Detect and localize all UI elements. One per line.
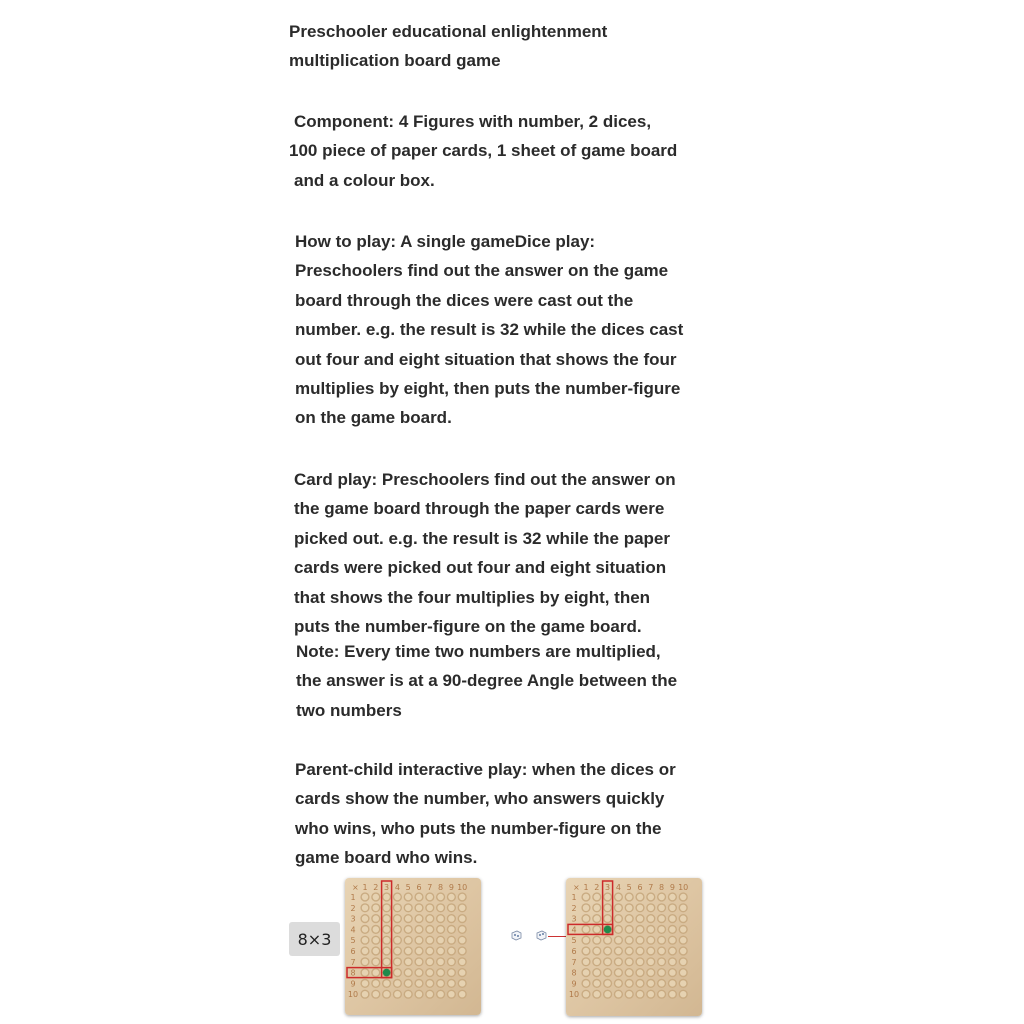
board-hole (394, 915, 402, 923)
board-hole (636, 904, 644, 912)
board-hole (372, 990, 380, 998)
game-board-grid (566, 878, 702, 1016)
board-hole (636, 980, 644, 988)
component-line: and a colour box. (294, 170, 435, 190)
board-hole (404, 969, 412, 977)
card-play-line: cards were picked out four and eight situation (294, 558, 667, 578)
board-hole (582, 990, 590, 998)
board-hole (669, 893, 677, 901)
column-number: 7 (427, 883, 433, 892)
board-hole (372, 980, 380, 988)
board-hole (658, 904, 666, 912)
board-hole (458, 980, 466, 988)
board-hole (669, 958, 677, 966)
board-hole (394, 969, 402, 977)
row-number: 5 (571, 936, 577, 946)
dice-icon (535, 929, 547, 941)
board-hole (582, 980, 590, 988)
board-hole (361, 936, 369, 944)
row-number: 4 (350, 925, 356, 935)
board-hole (383, 980, 391, 988)
row-number: 5 (350, 936, 356, 946)
board-hole (615, 990, 623, 998)
row-number: 3 (350, 914, 356, 924)
board-hole (404, 947, 412, 955)
board-hole (458, 958, 466, 966)
board-hole (372, 904, 380, 912)
board-hole (625, 904, 633, 912)
card-play-line: the game board through the paper cards were (294, 499, 665, 519)
board-hole (669, 947, 677, 955)
column-number: 9 (669, 883, 675, 892)
board-hole (415, 980, 423, 988)
board-hole (582, 915, 590, 923)
board-hole (426, 936, 434, 944)
board-hole (625, 969, 633, 977)
row-number: 7 (571, 957, 577, 967)
board-hole (426, 958, 434, 966)
column-number: 1 (362, 883, 368, 892)
board-hole (658, 915, 666, 923)
board-hole (658, 969, 666, 977)
board-hole (647, 958, 655, 966)
number-figure-marker (383, 969, 391, 977)
board-hole (658, 990, 666, 998)
board-hole (604, 969, 612, 977)
board-hole (679, 893, 687, 901)
board-hole (361, 980, 369, 988)
board-hole (615, 969, 623, 977)
board-hole (361, 958, 369, 966)
board-hole (679, 915, 687, 923)
board-hole (679, 990, 687, 998)
board-hole (437, 958, 445, 966)
dice-icon (510, 929, 522, 941)
board-hole (636, 969, 644, 977)
board-hole (372, 893, 380, 901)
board-hole (593, 958, 601, 966)
board-hole (669, 904, 677, 912)
how-to-play-line: board through the dices were cast out the (295, 290, 634, 310)
board-hole (404, 958, 412, 966)
board-hole (415, 893, 423, 901)
board-hole (647, 936, 655, 944)
parent-child-line: game board who wins. (295, 848, 478, 868)
board-hole (383, 926, 391, 934)
note-line: two numbers (296, 700, 402, 720)
board-hole (404, 915, 412, 923)
column-number: 3 (605, 883, 611, 892)
parent-child-line: cards show the number, who answers quickly (295, 789, 665, 809)
board-hole (669, 990, 677, 998)
board-hole (448, 990, 456, 998)
board-hole (415, 904, 423, 912)
board-hole (394, 904, 402, 912)
row-number: 2 (571, 903, 577, 913)
board-hole (636, 947, 644, 955)
board-hole (458, 904, 466, 912)
component-paragraph (289, 107, 677, 195)
board-hole (394, 936, 402, 944)
board-hole (604, 958, 612, 966)
board-hole (426, 915, 434, 923)
board-hole (361, 893, 369, 901)
board-hole (426, 926, 434, 934)
board-hole (615, 947, 623, 955)
board-hole (625, 936, 633, 944)
board-hole (415, 926, 423, 934)
board-hole (361, 904, 369, 912)
board-hole (593, 980, 601, 988)
column-number: 6 (416, 883, 422, 892)
board-hole (383, 893, 391, 901)
column-number: 5 (626, 883, 632, 892)
board-hole (372, 926, 380, 934)
board-hole (372, 936, 380, 944)
board-hole (383, 947, 391, 955)
board-hole (383, 915, 391, 923)
note-paragraph (296, 637, 677, 725)
board-hole (615, 893, 623, 901)
board-hole (658, 893, 666, 901)
column-number: 1 (583, 883, 589, 892)
row-number: 6 (571, 947, 577, 956)
board-hole (647, 980, 655, 988)
note-line: Note: Every time two numbers are multiplied, (296, 642, 661, 661)
board-hole (361, 990, 369, 998)
how-to-play-line: Preschoolers find out the answer on the game (295, 261, 669, 281)
board-hole (458, 969, 466, 977)
how-to-play-line: on the game board. (295, 408, 452, 428)
board-hole (615, 926, 623, 934)
how-to-play-line: out four and eight situation that shows the four (295, 349, 677, 369)
row-number: 1 (571, 893, 577, 902)
board-hole (679, 904, 687, 912)
board-hole (394, 990, 402, 998)
column-number: 8 (438, 883, 444, 892)
board-hole (458, 926, 466, 934)
card-play-line: picked out. e.g. the result is 32 while the paper (294, 528, 670, 548)
column-number: 7 (648, 883, 654, 892)
title-line: Preschooler educational enlightenment (289, 22, 608, 41)
board-hole (404, 936, 412, 944)
row-number: 9 (350, 979, 356, 989)
board-hole (658, 926, 666, 934)
board-hole (426, 969, 434, 977)
board-hole (404, 926, 412, 934)
note-line: the answer is at a 90-degree Angle between the (296, 671, 678, 691)
component-line: Component: 4 Figures with number, 2 dices, (294, 112, 652, 131)
row-number: 8 (571, 968, 577, 978)
board-hole (404, 904, 412, 912)
column-number: 8 (659, 883, 665, 892)
board-hole (658, 947, 666, 955)
board-hole (437, 893, 445, 901)
game-board-dice-example (566, 878, 702, 1016)
board-hole (372, 915, 380, 923)
board-hole (448, 915, 456, 923)
board-hole (394, 893, 402, 901)
board-hole (582, 958, 590, 966)
board-hole (437, 969, 445, 977)
board-hole (647, 990, 655, 998)
board-hole (604, 990, 612, 998)
board-hole (437, 980, 445, 988)
board-hole (404, 990, 412, 998)
board-hole (679, 969, 687, 977)
board-hole (448, 947, 456, 955)
board-hole (383, 990, 391, 998)
board-hole (669, 926, 677, 934)
board-hole (658, 936, 666, 944)
board-hole (604, 947, 612, 955)
board-hole (426, 947, 434, 955)
board-hole (625, 926, 633, 934)
board-hole (458, 936, 466, 944)
board-hole (615, 904, 623, 912)
board-hole (437, 926, 445, 934)
board-hole (582, 904, 590, 912)
board-hole (647, 904, 655, 912)
column-number: 10 (457, 883, 468, 892)
board-hole (448, 969, 456, 977)
game-board-grid (345, 878, 481, 1015)
board-hole (582, 936, 590, 944)
board-hole (625, 947, 633, 955)
board-hole (437, 936, 445, 944)
board-hole (415, 915, 423, 923)
card-play-line: puts the number-figure on the game board. (294, 617, 642, 637)
board-hole (426, 980, 434, 988)
number-figure-marker (604, 926, 612, 934)
board-hole (604, 980, 612, 988)
board-hole (582, 893, 590, 901)
board-hole (679, 980, 687, 988)
board-hole (383, 936, 391, 944)
board-hole (636, 958, 644, 966)
board-hole (593, 915, 601, 923)
board-hole (448, 936, 456, 944)
game-board-card-example (345, 878, 481, 1015)
board-hole (415, 958, 423, 966)
board-hole (679, 947, 687, 955)
board-hole (415, 947, 423, 955)
board-hole (593, 990, 601, 998)
column-number: 6 (637, 883, 643, 892)
board-hole (604, 893, 612, 901)
board-hole (458, 915, 466, 923)
column-number: 5 (405, 883, 411, 892)
board-hole (647, 969, 655, 977)
board-hole (625, 980, 633, 988)
board-hole (426, 990, 434, 998)
board-hole (394, 958, 402, 966)
row-number: 1 (350, 893, 356, 902)
row-number: 4 (571, 925, 577, 935)
column-number: 2 (594, 883, 600, 892)
board-hole (448, 904, 456, 912)
board-hole (647, 893, 655, 901)
row-number: 7 (350, 957, 356, 967)
dice-pointer-line (548, 936, 568, 937)
page-title (289, 17, 607, 76)
how-to-play-line: multiplies by eight, then puts the number-figure (295, 379, 681, 399)
board-hole (458, 947, 466, 955)
column-number: 4 (615, 883, 621, 892)
board-hole (593, 936, 601, 944)
board-hole (394, 947, 402, 955)
board-hole (437, 904, 445, 912)
row-number: 10 (568, 990, 580, 1000)
board-hole (636, 926, 644, 934)
parent-child-line: Parent-child interactive play: when the dices or (295, 760, 676, 779)
board-hole (448, 980, 456, 988)
board-hole (582, 926, 590, 934)
board-hole (593, 947, 601, 955)
board-hole (361, 969, 369, 977)
board-hole (604, 915, 612, 923)
board-hole (437, 915, 445, 923)
row-number: 8 (350, 968, 356, 978)
board-hole (458, 990, 466, 998)
row-number: 3 (571, 914, 577, 924)
board-hole (582, 947, 590, 955)
column-number: 2 (373, 883, 379, 892)
row-number: 10 (347, 990, 359, 1000)
board-hole (426, 893, 434, 901)
board-hole (448, 926, 456, 934)
row-number: 9 (571, 979, 577, 989)
times-symbol: × (352, 883, 359, 892)
board-hole (593, 969, 601, 977)
board-hole (415, 990, 423, 998)
multiplication-card: 8×3 (289, 922, 340, 956)
board-hole (383, 904, 391, 912)
how-to-play-paragraph (295, 227, 683, 433)
board-hole (448, 958, 456, 966)
card-play-line: that shows the four multiplies by eight, then (294, 587, 651, 607)
board-hole (615, 958, 623, 966)
board-hole (593, 893, 601, 901)
board-hole (647, 947, 655, 955)
board-hole (615, 980, 623, 988)
parent-child-paragraph (295, 755, 676, 873)
board-hole (582, 969, 590, 977)
board-hole (593, 926, 601, 934)
board-hole (372, 947, 380, 955)
board-hole (383, 958, 391, 966)
board-hole (636, 936, 644, 944)
row-number: 6 (350, 947, 356, 956)
board-hole (669, 936, 677, 944)
board-hole (615, 915, 623, 923)
how-to-play-line: number. e.g. the result is 32 while the dices cast (295, 320, 684, 340)
board-hole (415, 936, 423, 944)
column-number: 4 (394, 883, 400, 892)
board-hole (679, 936, 687, 944)
board-hole (415, 969, 423, 977)
board-hole (604, 936, 612, 944)
board-hole (636, 990, 644, 998)
board-hole (625, 990, 633, 998)
board-hole (372, 969, 380, 977)
board-hole (426, 904, 434, 912)
board-hole (361, 947, 369, 955)
board-hole (647, 915, 655, 923)
board-hole (394, 926, 402, 934)
row-number: 2 (350, 903, 356, 913)
board-hole (437, 947, 445, 955)
board-hole (615, 936, 623, 944)
card-play-paragraph (294, 465, 676, 641)
board-hole (361, 915, 369, 923)
board-hole (361, 926, 369, 934)
card-play-line: Card play: Preschoolers find out the answer on (294, 470, 676, 489)
board-hole (669, 980, 677, 988)
board-hole (647, 926, 655, 934)
times-symbol: × (573, 883, 580, 892)
board-hole (372, 958, 380, 966)
column-number: 9 (448, 883, 454, 892)
column-number: 3 (384, 883, 390, 892)
board-hole (458, 893, 466, 901)
board-hole (625, 893, 633, 901)
column-number: 10 (678, 883, 689, 892)
board-hole (669, 969, 677, 977)
how-to-play-line: How to play: A single gameDice play: (295, 232, 596, 251)
board-hole (404, 980, 412, 988)
title-line: multiplication board game (289, 51, 501, 71)
board-hole (604, 904, 612, 912)
board-hole (658, 980, 666, 988)
component-line: 100 piece of paper cards, 1 sheet of game board (289, 141, 678, 161)
board-hole (394, 980, 402, 988)
board-hole (625, 915, 633, 923)
parent-child-line: who wins, who puts the number-figure on the (295, 818, 662, 838)
board-hole (636, 915, 644, 923)
board-hole (679, 958, 687, 966)
board-hole (669, 915, 677, 923)
board-hole (404, 893, 412, 901)
board-hole (625, 958, 633, 966)
board-hole (679, 926, 687, 934)
board-hole (593, 904, 601, 912)
board-hole (448, 893, 456, 901)
board-hole (636, 893, 644, 901)
board-hole (437, 990, 445, 998)
board-hole (658, 958, 666, 966)
